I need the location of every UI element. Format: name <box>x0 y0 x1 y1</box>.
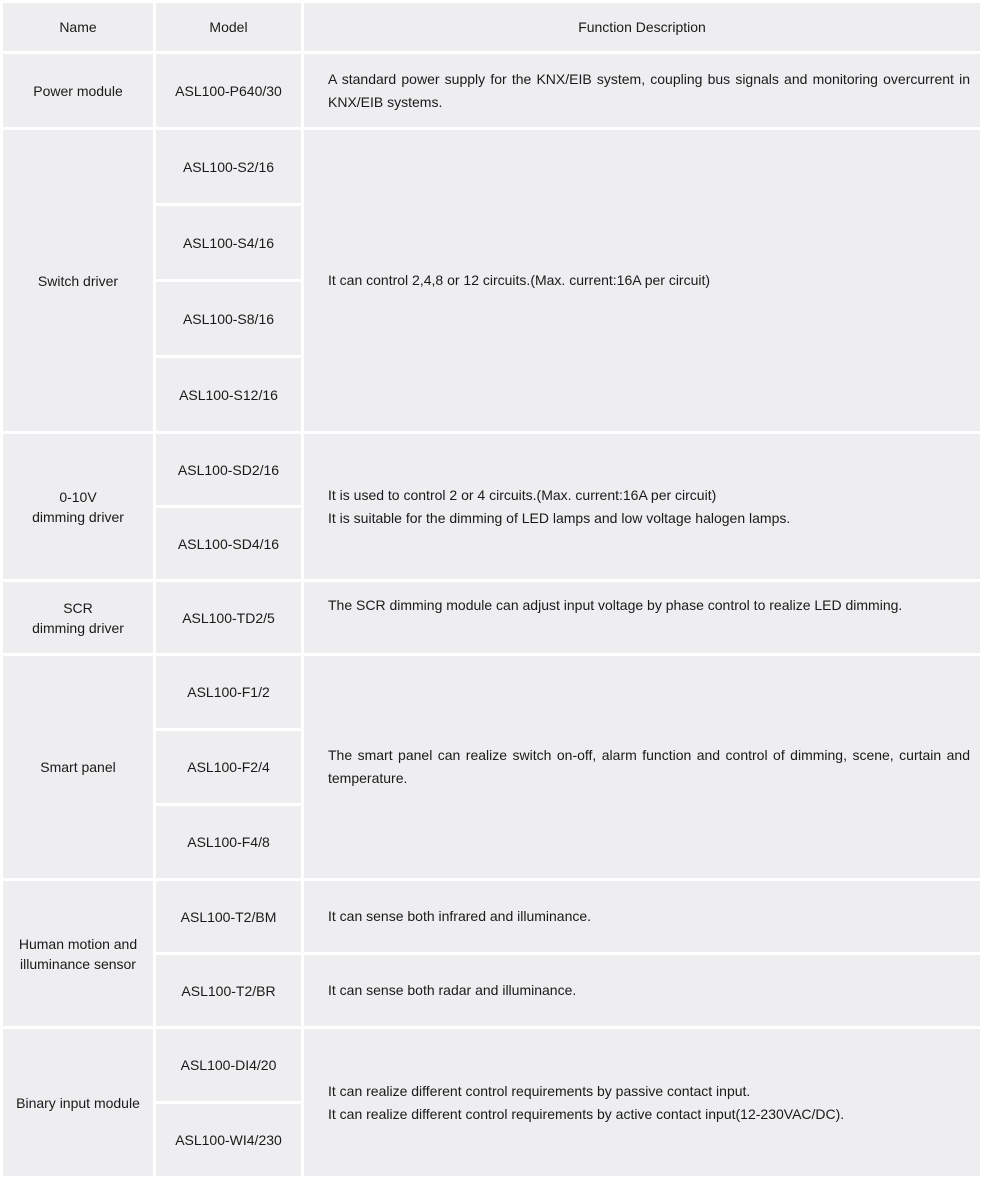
name-line: illuminance sensor <box>20 955 136 972</box>
header-function: Function Description <box>304 3 980 51</box>
header-row <box>3 3 980 51</box>
name-cell <box>3 881 153 1026</box>
name-cell: Smart panel <box>3 656 153 878</box>
model-cell: ASL100-WI4/230 <box>156 1104 301 1176</box>
model-cell: ASL100-T2/BR <box>156 955 301 1026</box>
description-cell <box>304 1029 980 1176</box>
description-cell: The smart panel can realize switch on-off, alarm function and control of dimming, scene, curtain and temperature. <box>304 656 980 878</box>
model-cell: ASL100-F2/4 <box>156 731 301 803</box>
name-cell <box>3 434 153 579</box>
model-cell: ASL100-S12/16 <box>156 358 301 431</box>
table-row <box>3 582 980 653</box>
name-cell <box>3 582 153 653</box>
model-cell: ASL100-TD2/5 <box>156 582 301 653</box>
model-cell: ASL100-SD4/16 <box>156 508 301 579</box>
table-row <box>3 881 980 952</box>
model-cell: ASL100-S8/16 <box>156 282 301 355</box>
description-line: It is used to control 2 or 4 circuits.(Max. current:16A per circuit) <box>328 486 717 503</box>
description-cell: It can sense both radar and illuminance. <box>304 955 980 1026</box>
description-line: It is suitable for the dimming of LED lamps and low voltage halogen lamps. <box>328 509 791 526</box>
description-line: It can realize different control requirements by active contact input(12-230VAC/DC). <box>328 1105 845 1122</box>
table-row <box>3 434 980 505</box>
model-cell: ASL100-S2/16 <box>156 130 301 203</box>
table-row <box>3 130 980 203</box>
name-line: dimming driver <box>32 619 124 636</box>
model-cell: ASL100-DI4/20 <box>156 1029 301 1101</box>
model-cell: ASL100-SD2/16 <box>156 434 301 505</box>
name-cell: Power module <box>3 54 153 127</box>
name-line: Human motion and <box>18 935 138 952</box>
table-row <box>3 54 980 127</box>
description-cell: A standard power supply for the KNX/EIB system, coupling bus signals and monitoring overcurrent in KNX/EIB systems. <box>304 54 980 127</box>
header-name: Name <box>3 3 153 51</box>
model-cell: ASL100-T2/BM <box>156 881 301 952</box>
model-cell: ASL100-S4/16 <box>156 206 301 279</box>
description-cell <box>304 434 980 579</box>
model-cell: ASL100-P640/30 <box>156 54 301 127</box>
table-row <box>3 1029 980 1101</box>
name-cell: Switch driver <box>3 130 153 431</box>
description-cell: The SCR dimming module can adjust input voltage by phase control to realize LED dimming. <box>304 582 980 653</box>
description-cell: It can sense both infrared and illuminance. <box>304 881 980 952</box>
description-line: It can realize different control requirements by passive contact input. <box>328 1082 751 1099</box>
name-line: SCR <box>63 599 93 616</box>
header-model: Model <box>156 3 301 51</box>
name-line: dimming driver <box>32 508 124 525</box>
name-cell: Binary input module <box>3 1029 153 1176</box>
table-row <box>3 656 980 728</box>
description-cell: It can control 2,4,8 or 12 circuits.(Max. current:16A per circuit) <box>304 130 980 431</box>
model-cell: ASL100-F1/2 <box>156 656 301 728</box>
model-cell: ASL100-F4/8 <box>156 806 301 878</box>
name-line: 0-10V <box>59 488 97 505</box>
